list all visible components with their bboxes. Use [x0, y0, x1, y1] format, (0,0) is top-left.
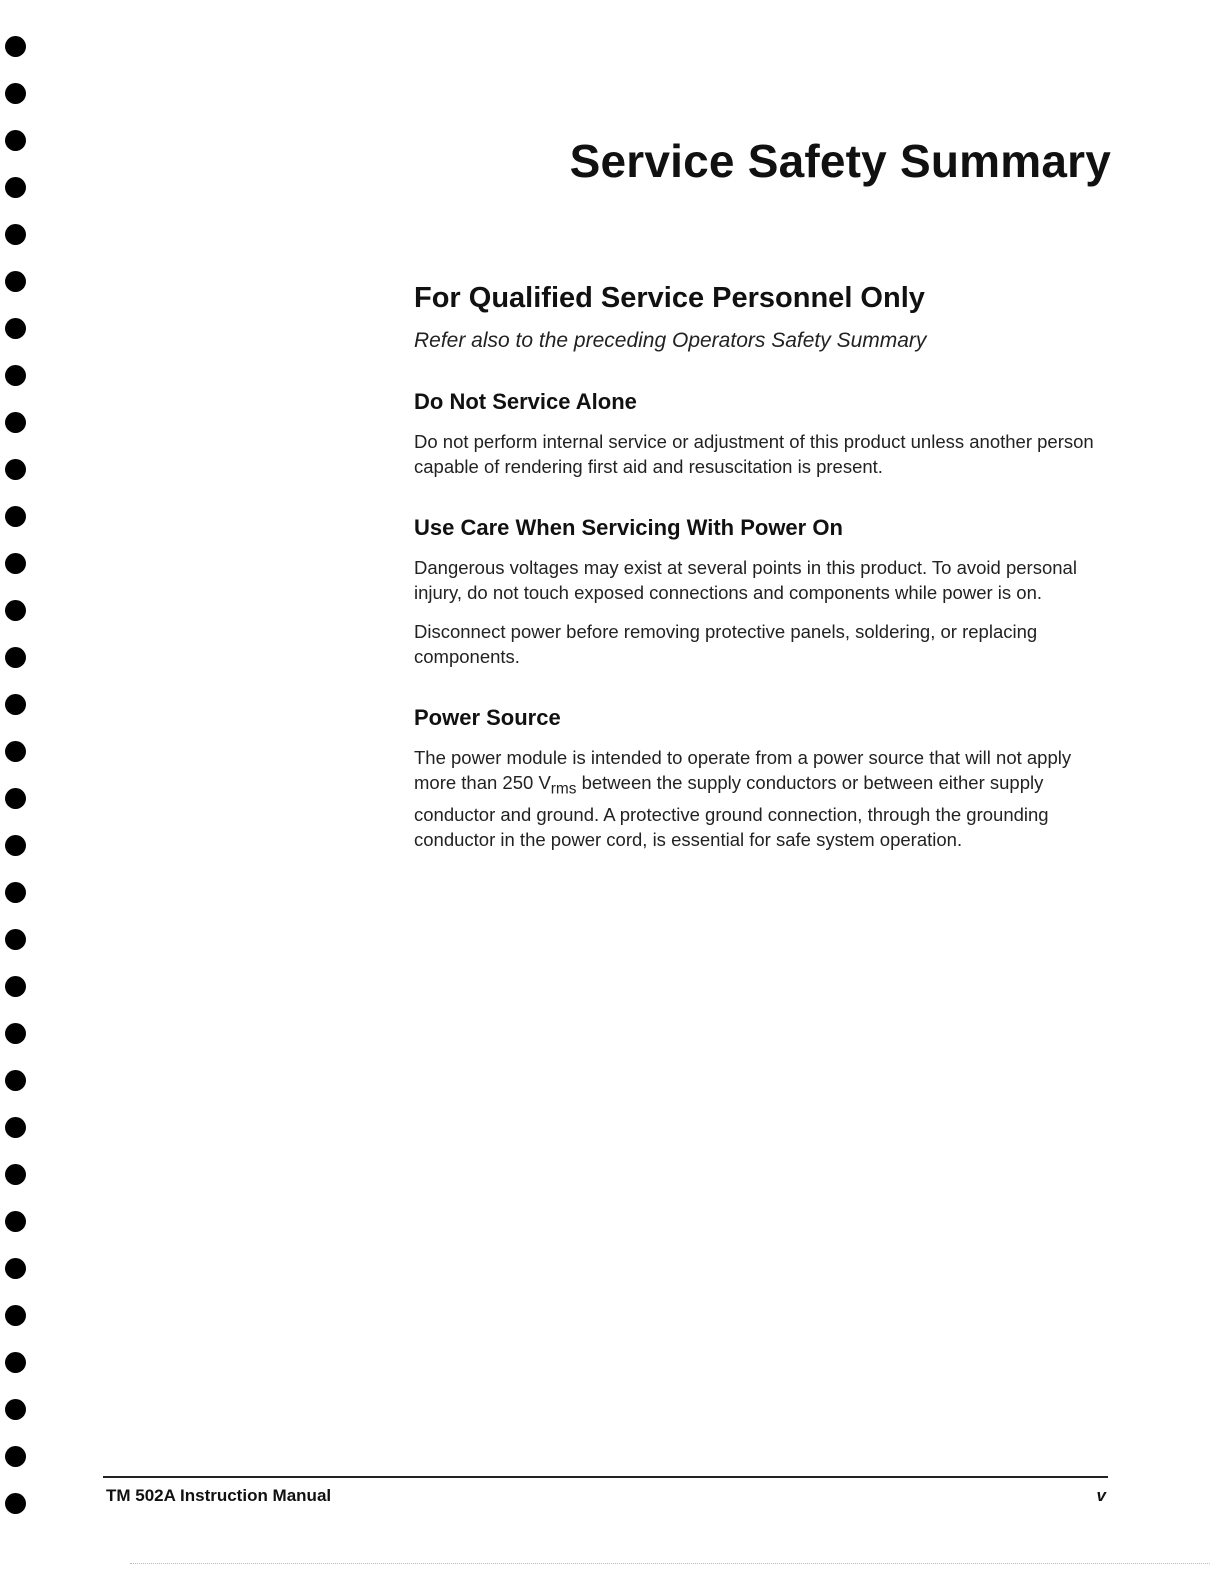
- subsection-power-source: [414, 705, 1114, 852]
- punch-hole: [5, 1352, 26, 1373]
- punch-hole: [5, 36, 26, 57]
- subsection-paragraph: [414, 745, 1114, 852]
- footer-page-number: v: [1096, 1486, 1106, 1505]
- punch-hole: [5, 459, 26, 480]
- vrms-subscript: rms: [550, 780, 577, 798]
- footer-divider: [103, 1476, 1108, 1478]
- subsection-heading: Power Source: [414, 705, 561, 730]
- punch-hole: [5, 1023, 26, 1044]
- paragraph-text-before: The power module is intended to operate from a power source that will not apply more than 250 V: [414, 747, 1072, 793]
- punch-hole: [5, 788, 26, 809]
- punch-hole: [5, 506, 26, 527]
- punch-hole: [5, 835, 26, 856]
- subsection-use-care-power-on: [414, 515, 1114, 669]
- subsection-do-not-service-alone: [414, 389, 1114, 479]
- punch-hole: [5, 224, 26, 245]
- punch-hole: [5, 1399, 26, 1420]
- punch-hole: [5, 1446, 26, 1467]
- punch-hole: [5, 694, 26, 715]
- page-title: Service Safety Summary: [569, 135, 1111, 187]
- punch-hole: [5, 929, 26, 950]
- subsection-paragraph: Dangerous voltages may exist at several points in this product. To avoid personal injury, do not touch exposed connections and components while power is on.: [414, 557, 1077, 603]
- punch-hole: [5, 177, 26, 198]
- punch-hole: [5, 882, 26, 903]
- punch-hole: [5, 83, 26, 104]
- footer-manual-title: TM 502A Instruction Manual: [106, 1486, 332, 1505]
- main-content: [414, 282, 1114, 852]
- subsection-paragraph: Do not perform internal service or adjustment of this product unless another person capable of rendering first aid and resuscitation is present.: [414, 431, 1094, 477]
- punch-hole: [5, 318, 26, 339]
- punch-hole: [5, 130, 26, 151]
- punch-hole: [5, 1493, 26, 1514]
- paragraph-text-after: between the supply conductors or between either supply conductor and ground. A protective ground connection, through the grounding conductor in the power cord, is essential for safe system operation.: [414, 772, 1049, 850]
- punch-hole: [5, 741, 26, 762]
- section-title: For Qualified Service Personnel Only: [414, 282, 925, 314]
- punch-hole: [5, 600, 26, 621]
- punch-hole: [5, 553, 26, 574]
- punch-hole: [5, 1164, 26, 1185]
- binder-punch-holes: [5, 36, 29, 1536]
- section-subtitle: Refer also to the preceding Operators Safety Summary: [414, 329, 927, 352]
- subsection-heading: Use Care When Servicing With Power On: [414, 515, 843, 540]
- subsection-heading: Do Not Service Alone: [414, 389, 637, 414]
- punch-hole: [5, 976, 26, 997]
- punch-hole: [5, 365, 26, 386]
- punch-hole: [5, 412, 26, 433]
- punch-hole: [5, 1070, 26, 1091]
- subsection-paragraph: Disconnect power before removing protective panels, soldering, or replacing components.: [414, 621, 1038, 667]
- punch-hole: [5, 1211, 26, 1232]
- punch-hole: [5, 1117, 26, 1138]
- scan-edge-line: [130, 1563, 1210, 1564]
- punch-hole: [5, 647, 26, 668]
- punch-hole: [5, 1305, 26, 1326]
- punch-hole: [5, 1258, 26, 1279]
- punch-hole: [5, 271, 26, 292]
